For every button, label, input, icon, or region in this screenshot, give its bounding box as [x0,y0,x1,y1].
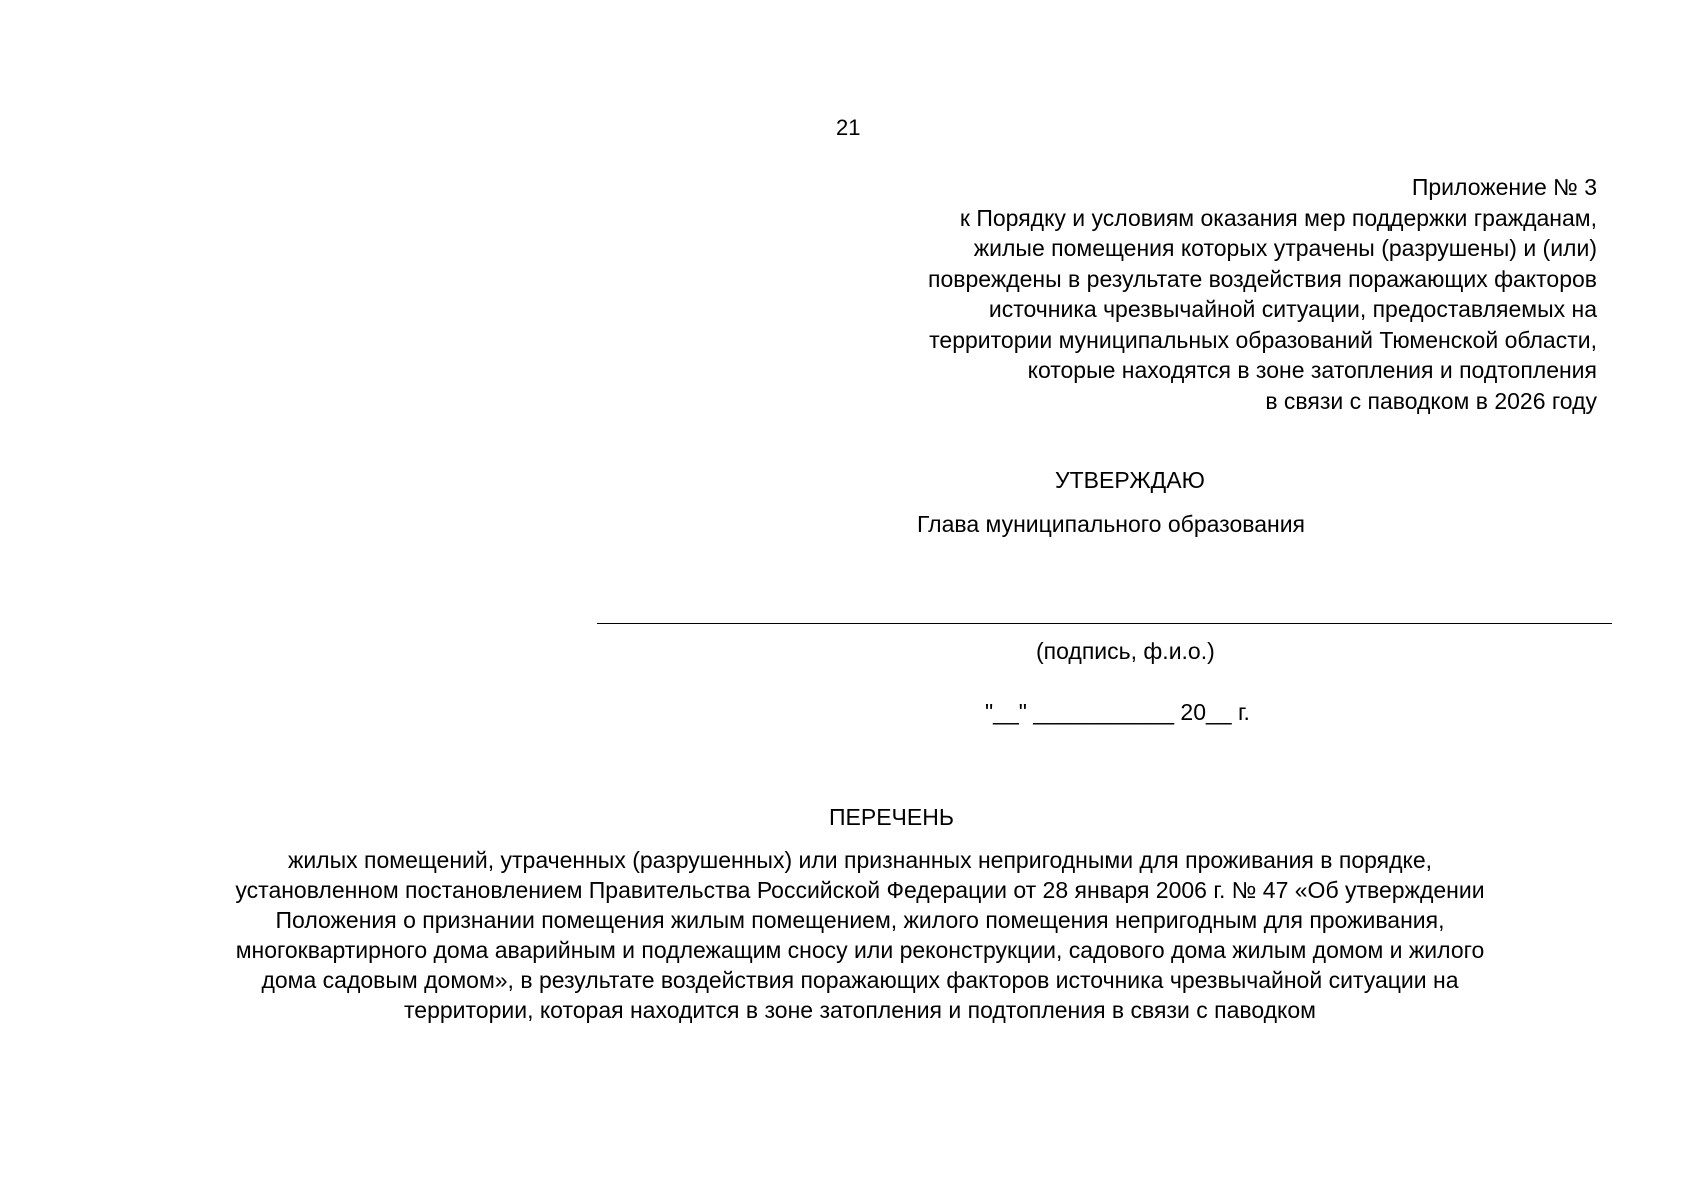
signature-line [597,623,1612,624]
appendix-line: в связи с паводком в 2026 году [1265,387,1597,414]
approval-role: Глава муниципального образования [917,511,1305,537]
appendix-line: Приложение № 3 [1411,174,1597,200]
list-description-line: дома садовым домом», в результате воздействия поражающих факторов источника чрезвычайной ситуации на [261,967,1459,993]
appendix-line: источника чрезвычайной ситуации, предоставляемых на [988,296,1597,322]
page-number: 21 [836,115,861,140]
appendix-line: к Порядку и условиям оказания мер поддержки гражданам, [959,204,1597,231]
approval-title: УТВЕРЖДАЮ [1055,467,1205,493]
list-description-line: территории, которая находится в зоне затопления и подтопления в связи с паводком [404,997,1316,1023]
list-description-line: жилых помещений, утраченных (разрушенных) или признанных непригодными для проживания в порядке, [287,847,1433,873]
list-description-line: Положения о признании помещения жилым помещением, жилого помещения непригодным для проживания, [275,907,1445,933]
list-title: ПЕРЕЧЕНЬ [829,804,954,830]
appendix-line: жилые помещения которых утрачены (разрушены) и (или) [973,235,1597,261]
appendix-line: территории муниципальных образований Тюменской области, [929,326,1597,353]
appendix-header [697,172,1597,416]
appendix-line: которые находятся в зоне затопления и подтопления [1027,357,1597,383]
list-description [140,845,1580,1025]
approval-date: "__" ___________ 20__ г. [985,699,1250,725]
signature-caption: (подпись, ф.и.о.) [1036,638,1215,664]
list-description-line: многоквартирного дома аварийным и подлежащим сносу или реконструкции, садового дома жилым домом и жилого [235,937,1485,963]
appendix-line: повреждены в результате воздействия поражающих факторов [928,265,1597,292]
list-description-line: установленном постановлением Правительства Российской Федерации от 28 января 2006 г. № 47 «Об утверждении [235,877,1485,903]
